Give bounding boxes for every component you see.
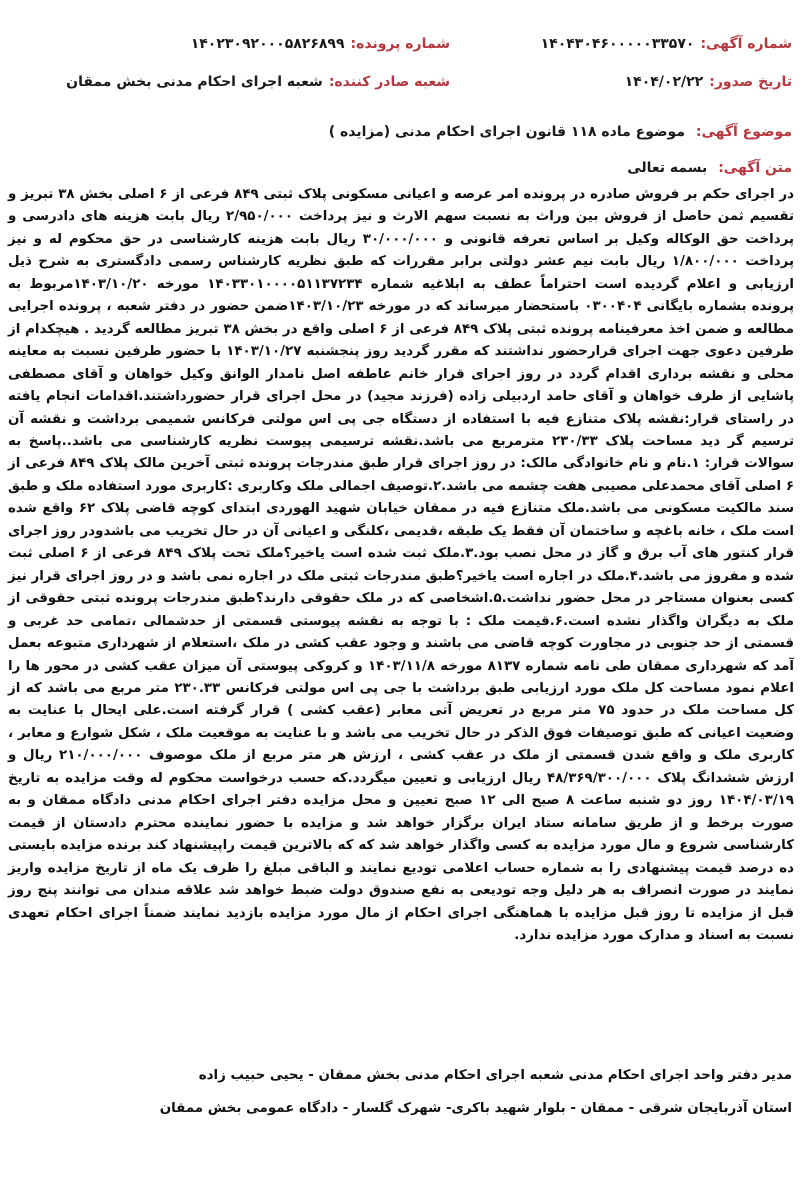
notice-text-heading	[14, 160, 792, 176]
case-number	[191, 36, 450, 52]
case-number-label: شماره پرونده:	[350, 36, 450, 52]
issue-date	[625, 74, 792, 90]
notice-subject	[14, 124, 792, 140]
ad-number	[541, 36, 792, 52]
header-row-issue	[0, 74, 806, 100]
text-label: متن آگهی:	[718, 160, 792, 176]
signature-line: مدیر دفتر واحد اجرای احکام مدنی شعبه اجرای احکام مدنی بخش ممقان - یحیی حبیب زاده	[198, 1068, 792, 1083]
address-line: استان آذربایجان شرقی - ممقان - بلوار شهید باکری- شهرک گلسار - دادگاه عمومی بخش ممقان	[159, 1101, 792, 1116]
header-row-numbers	[0, 36, 806, 62]
ad-number-label: شماره آگهی:	[700, 36, 792, 52]
subject-label: موضوع آگهی:	[695, 124, 792, 140]
issue-date-value: ۱۴۰۴/۰۲/۲۲	[624, 74, 704, 90]
issue-date-label: تاریخ صدور:	[709, 74, 792, 90]
notice-body: در اجرای حکم بر فروش صادره در پرونده امر عرصه و اعیانی مسکونی پلاک ثبتی ۸۴۹ فرعی از ۶ اصلی بخش ۳۸ تبریز و تقسیم ثمن حاصل از فروش بین وراث به نسبت سهم الارث و نیز پرداخت ۲/۹۵۰/۰۰۰ ریال بابت هزینه های دادرسی و پرداخت حق الوکاله وکیل بر اساس تعرفه قانونی و ۳۰/۰۰۰/۰۰۰ ریال بابت هزینه کارشناسی در حق محکوم له و نیز پرداخت ۱/۸۰۰/۰۰۰ ریال بابت نیم عشر دولتی برابر مقررات که طبق نظریه کارشناس رسمی دادگستری به شرح ذیل ارزیابی و اعلام گردیده است احتراماً عطف به ابلاغیه شماره ۱۴۰۳۳۰۱۰۰۰۰۵۱۱۳۷۲۳۴ مورخه ۱۴۰۳/۱۰/۲۰مربوط به پرونده بشماره بایگانی ۰۳۰۰۴۰۴ باستحضار میرساند که در مورخه ۱۴۰۳/۱۰/۲۳ضمن حضور در دفتر شعبه ، پرونده اجرایی مطالعه و ضمن اخذ معرفینامه پرونده ثبتی پلاک ۸۴۹ فرعی از ۶ اصلی واقع در بخش ۳۸ تبریز مطالعه گردید . هیچکدام از طرفین دعوی جهت اجرای قرارحضور نداشتند که مقرر گردید روز پنجشنبه ۱۴۰۳/۱۰/۲۷ با حضور طرفین نسبت به معاینه محلی و نقشه برداری اقدام گردد در روز اجرای قرار خانم عاطفه اصل نامدار الوانق وکیل خواهان و آقای مصطفی پاشایی از طرف خواهان و آقای حامد اردبیلی زاده (فرزند مجید) در محل اجرای قرار حضورداشتند.اقدامات انجام یافته در راستای قرار:نقشه پلاک متنازع فیه با استفاده از دستگاه جی پی اس مولتی فرکانس شمیمی برداشت و نقشه آن ترسیم گر دید مساحت پلاک ۲۳۰/۳۳ مترمربع می باشد.نقشه ترسیمی پیوست نظریه کارشناسی می باشد..پاسخ به سوالات قرار: ۱.نام و نام خانوادگی مالک: در روز اجرای قرار طبق مندرجات پرونده ثبتی آخرین مالک پلاک ۸۴۹ فرعی از ۶ اصلی آقای محمدعلی مصیبی هفت چشمه می باشد.۲.توصیف اجمالی ملک وکاربری :کاربری مورد استفاده ملک و طبق سند مالکیت مسکونی می باشد.ملک متنازع فیه در ممقان خیابان شهید الهوردی ابتدای کوچه قاضی پلاک ۶۲ واقع شده است ملک ، خانه باغچه و ساختمان آن فقط یک طبقه ،قدیمی ،کلنگی و اعیانی آن در حال تخریب می باشدودر روز اجرای قرار کنتور های آب برق و گاز در محل نصب بود.۳.ملک ثبت شده است یاخیر؟ملک تحت پلاک ۸۴۹ فرعی از ۶ اصلی ثبت شده و مفروز می باشد.۴.ملک در اجاره است یاخیر؟طبق مندرجات ثبتی ملک در اجاره نمی باشد و در روز اجرای قرار نیز کسی بعنوان مستاجر در محل حضور نداشت.۵.اشخاصی که در ملک حقوقی دارند؟طبق مندرجات پرونده ثبتی حقوقی از ملک به دیگران واگذار نشده است.۶.قیمت ملک : با توجه به نقشه پیوستی قسمتی از حدشمالی ،تمامی حد غربی و قسمتی از حد جنوبی در مجاورت کوچه قاضی می باشند و وجود عقب کشی در ملک ،استعلام از شهرداری متبوعه بعمل آمد که شهرداری ممقان طی نامه شماره ۸۱۳۷ مورخه ۱۴۰۳/۱۱/۸ و کروکی پیوستی آن میزان عقب کشی در محور ها را اعلام نمود مساحت کل ملک مورد ارزیابی طبق برداشت با جی پی اس مولتی فرکانس ۲۳۰.۳۳ متر مربع می باشد که از کل مساحت ملک در حدود ۷۵ متر مربع در تعریض آتی معابر (عقب کشی ) قرار گرفته است.علی ایحال با عنایت به وضعیت اعیانی که طبق توصیفات فوق الذکر در حال تخریب می باشد و با عنایت به موقعیت ملک ، شکل شوارع و معابر ، کاربری ملک و واقع شدن قسمتی از ملک در عقب کشی ، ارزش هر متر مربع از ملک موصوف ۲۱۰/۰۰۰/۰۰۰ ریال و ارزش ششدانگ پلاک ۴۸/۳۶۹/۳۰۰/۰۰۰ ریال ارزیابی و تعیین میگردد.که حسب درخواست محکوم له وقت مزایده به تاریخ ۱۴۰۴/۰۳/۱۹ روز دو شنبه ساعت ۸ صبح الی ۱۲ صبح تعیین و محل مزایده دفتر اجرای احکام مدنی دادگاه ممقان و به صورت برخط و از طریق سامانه ستاد ایران برگزار خواهد شد و مزایده با حضور نماینده محترم دادستان از قیمت کارشناسی شروع و مال مورد مزایده به کسی واگذار خواهد شد که که بالاترین قیمت راپیشنهاد کند برنده مزایده بایستی ده درصد قیمت پیشنهادی را به شماره حساب اعلامی تودیع نمایند و الباقی مبلغ را ظرف یک ماه از تاریخ مزایده واریز نمایند در صورت انصراف به هر دلیل وجه تودیعی به نفع صندوق دولت ضبط خواهد شد علاقه مندان می توانند پنج روز قبل از مزایده تا روز قبل مزایده با هماهنگی اجرای احکام از مال مورد مزایده بازدید نمایند ضمناً اجرای احکام تعهدی نسبت به اسناد و مدارک مورد مزایده ندارد.	[8, 187, 795, 943]
issuer-label: شعبه صادر کننده:	[328, 74, 450, 90]
ad-number-value: ۱۴۰۴۳۰۴۶۰۰۰۰۰۳۳۵۷۰	[540, 36, 695, 52]
text-opening: بسمه تعالی	[627, 160, 708, 176]
issuer-value: شعبه اجرای احکام مدنی بخش ممقان	[66, 74, 323, 90]
case-number-value: ۱۴۰۲۳۰۹۲۰۰۰۵۸۲۶۸۹۹	[190, 36, 345, 52]
subject-value: موضوع ماده ۱۱۸ قانون اجرای احکام مدنی (مزایده )	[328, 124, 685, 140]
issuer	[66, 74, 450, 90]
